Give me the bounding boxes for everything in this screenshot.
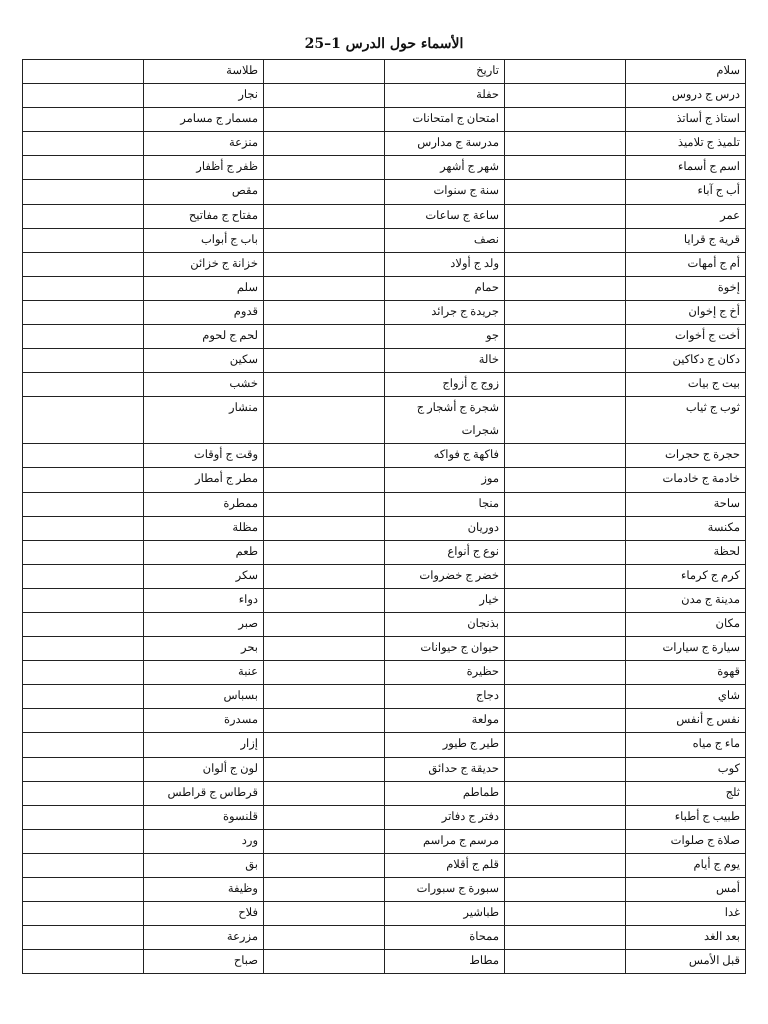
word-cell: قرطاس ج قراطس xyxy=(143,781,264,805)
table-row xyxy=(23,805,746,829)
word-cell: سبورة ج سبورات xyxy=(384,878,505,902)
blank-cell xyxy=(264,685,385,709)
blank-cell xyxy=(23,84,144,108)
blank-cell xyxy=(505,829,626,853)
table-row xyxy=(23,757,746,781)
blank-cell xyxy=(505,204,626,228)
blank-cell xyxy=(264,805,385,829)
blank-cell xyxy=(505,709,626,733)
word-cell: عنبة xyxy=(143,661,264,685)
word-cell: مكان xyxy=(625,612,746,636)
word-cell: أم ج أمهات xyxy=(625,252,746,276)
blank-cell xyxy=(264,709,385,733)
word-cell: قهوة xyxy=(625,661,746,685)
word-cell: إزار xyxy=(143,733,264,757)
word-cell: قرية ج قرايا xyxy=(625,228,746,252)
blank-cell xyxy=(264,252,385,276)
blank-cell xyxy=(264,108,385,132)
word-cell: طعم xyxy=(143,540,264,564)
word-cell: شجرة ج أشجار ج شجرات xyxy=(384,397,505,444)
blank-cell xyxy=(505,733,626,757)
word-cell: استاذ ج أساتذ xyxy=(625,108,746,132)
word-cell: حمام xyxy=(384,276,505,300)
word-cell: حديقة ج حدائق xyxy=(384,757,505,781)
blank-cell xyxy=(23,108,144,132)
table-row xyxy=(23,733,746,757)
word-cell: بق xyxy=(143,853,264,877)
word-cell: ثوب ج ثياب xyxy=(625,397,746,444)
word-cell: حظيرة xyxy=(384,661,505,685)
word-cell: خيار xyxy=(384,588,505,612)
blank-cell xyxy=(505,612,626,636)
word-cell: مدرسة ج مدارس xyxy=(384,132,505,156)
blank-cell xyxy=(23,733,144,757)
word-cell: صبر xyxy=(143,612,264,636)
blank-cell xyxy=(264,564,385,588)
word-cell: ساحة xyxy=(625,492,746,516)
blank-cell xyxy=(23,902,144,926)
blank-cell xyxy=(505,252,626,276)
blank-cell xyxy=(264,444,385,468)
table-row xyxy=(23,637,746,661)
blank-cell xyxy=(505,108,626,132)
word-cell: ساعة ج ساعات xyxy=(384,204,505,228)
blank-cell xyxy=(264,612,385,636)
table-row xyxy=(23,468,746,492)
blank-cell xyxy=(264,902,385,926)
table-row xyxy=(23,349,746,373)
blank-cell xyxy=(505,349,626,373)
word-cell: صلاة ج صلوات xyxy=(625,829,746,853)
blank-cell xyxy=(264,588,385,612)
word-cell: فاكهة ج فواكه xyxy=(384,444,505,468)
blank-cell xyxy=(505,373,626,397)
page-title: الأسماء حول الدرس 1–25 xyxy=(304,36,464,52)
blank-cell xyxy=(23,325,144,349)
blank-cell xyxy=(505,564,626,588)
word-cell: باب ج أبواب xyxy=(143,228,264,252)
word-cell: سلام xyxy=(625,60,746,84)
blank-cell xyxy=(505,637,626,661)
blank-cell xyxy=(23,757,144,781)
blank-cell xyxy=(264,373,385,397)
blank-cell xyxy=(505,516,626,540)
word-cell: ممطرة xyxy=(143,492,264,516)
blank-cell xyxy=(23,300,144,324)
blank-cell xyxy=(264,397,385,444)
word-cell: خادمة ج خادمات xyxy=(625,468,746,492)
blank-cell xyxy=(23,926,144,950)
blank-cell xyxy=(264,276,385,300)
word-cell: تلميذ ج تلاميذ xyxy=(625,132,746,156)
blank-cell xyxy=(23,444,144,468)
blank-cell xyxy=(23,228,144,252)
table-row xyxy=(23,926,746,950)
blank-cell xyxy=(264,156,385,180)
blank-cell xyxy=(23,516,144,540)
word-cell: أب ج آباء xyxy=(625,180,746,204)
blank-cell xyxy=(505,444,626,468)
table-row xyxy=(23,540,746,564)
table-row xyxy=(23,132,746,156)
word-cell: غدا xyxy=(625,902,746,926)
blank-cell xyxy=(23,276,144,300)
word-cell: شهر ج أشهر xyxy=(384,156,505,180)
blank-cell xyxy=(505,878,626,902)
word-cell: قلم ج أقلام xyxy=(384,853,505,877)
blank-cell xyxy=(264,204,385,228)
word-cell: يوم ج أيام xyxy=(625,853,746,877)
word-cell: منشار xyxy=(143,397,264,444)
word-cell: إخوة xyxy=(625,276,746,300)
blank-cell xyxy=(264,300,385,324)
blank-cell xyxy=(23,132,144,156)
word-cell: مظلة xyxy=(143,516,264,540)
blank-cell xyxy=(505,228,626,252)
word-cell: قبل الأمس xyxy=(625,950,746,974)
word-cell: خالة xyxy=(384,349,505,373)
word-cell: خضر ج خضروات xyxy=(384,564,505,588)
blank-cell xyxy=(505,492,626,516)
word-cell: أخ ج إخوان xyxy=(625,300,746,324)
blank-cell xyxy=(505,325,626,349)
word-cell: ثلج xyxy=(625,781,746,805)
word-cell: لون ج ألوان xyxy=(143,757,264,781)
word-cell: تاريخ xyxy=(384,60,505,84)
word-cell: طلاسة xyxy=(143,60,264,84)
blank-cell xyxy=(505,805,626,829)
word-cell: سنة ج سنوات xyxy=(384,180,505,204)
word-cell: طباشير xyxy=(384,902,505,926)
word-cell: موز xyxy=(384,468,505,492)
table-row xyxy=(23,276,746,300)
table-row xyxy=(23,397,746,444)
table-row xyxy=(23,325,746,349)
word-cell: ممحاة xyxy=(384,926,505,950)
blank-cell xyxy=(505,661,626,685)
word-cell: قدوم xyxy=(143,300,264,324)
blank-cell xyxy=(23,661,144,685)
word-cell: شاي xyxy=(625,685,746,709)
word-cell: عمر xyxy=(625,204,746,228)
word-cell: مزرعة xyxy=(143,926,264,950)
table-row xyxy=(23,228,746,252)
word-cell: لحظة xyxy=(625,540,746,564)
table-row xyxy=(23,444,746,468)
table-row xyxy=(23,853,746,877)
word-cell: مقص xyxy=(143,180,264,204)
word-cell: لحم ج لحوم xyxy=(143,325,264,349)
table-row xyxy=(23,60,746,84)
word-cell: مولعة xyxy=(384,709,505,733)
table-row xyxy=(23,373,746,397)
word-cell: فلاح xyxy=(143,902,264,926)
blank-cell xyxy=(23,612,144,636)
table-row xyxy=(23,661,746,685)
blank-cell xyxy=(23,349,144,373)
word-cell: حفلة xyxy=(384,84,505,108)
word-cell: مفتاح ج مفاتيح xyxy=(143,204,264,228)
word-cell: مدينة ج مدن xyxy=(625,588,746,612)
word-cell: ظفر ج أظفار xyxy=(143,156,264,180)
table-row xyxy=(23,685,746,709)
table-row xyxy=(23,84,746,108)
blank-cell xyxy=(264,829,385,853)
table-row xyxy=(23,588,746,612)
blank-cell xyxy=(264,926,385,950)
table-row xyxy=(23,492,746,516)
word-cell: طبيب ج أطباء xyxy=(625,805,746,829)
word-cell: حيوان ج حيوانات xyxy=(384,637,505,661)
blank-cell xyxy=(264,757,385,781)
word-cell: طماطم xyxy=(384,781,505,805)
word-cell: امتحان ج امتحانات xyxy=(384,108,505,132)
word-cell: بذنجان xyxy=(384,612,505,636)
blank-cell xyxy=(505,540,626,564)
blank-cell xyxy=(264,468,385,492)
word-cell: خزانة ج خزائن xyxy=(143,252,264,276)
blank-cell xyxy=(23,180,144,204)
word-cell: أمس xyxy=(625,878,746,902)
blank-cell xyxy=(23,637,144,661)
word-cell: اسم ج أسماء xyxy=(625,156,746,180)
word-cell: مكنسة xyxy=(625,516,746,540)
table-row xyxy=(23,781,746,805)
word-cell: جريدة ج جرائد xyxy=(384,300,505,324)
blank-cell xyxy=(505,685,626,709)
word-cell: بعد الغد xyxy=(625,926,746,950)
word-cell: ورد xyxy=(143,829,264,853)
blank-cell xyxy=(264,661,385,685)
blank-cell xyxy=(264,180,385,204)
blank-cell xyxy=(505,300,626,324)
word-cell: دواء xyxy=(143,588,264,612)
word-cell: وظيفة xyxy=(143,878,264,902)
word-cell: مطاط xyxy=(384,950,505,974)
blank-cell xyxy=(264,349,385,373)
blank-cell xyxy=(23,685,144,709)
blank-cell xyxy=(264,733,385,757)
blank-cell xyxy=(23,805,144,829)
word-cell: مطر ج أمطار xyxy=(143,468,264,492)
word-cell: نفس ج أنفس xyxy=(625,709,746,733)
vocabulary-table xyxy=(22,59,746,974)
blank-cell xyxy=(264,853,385,877)
word-cell: جو xyxy=(384,325,505,349)
blank-cell xyxy=(505,276,626,300)
word-cell: أخت ج أخوات xyxy=(625,325,746,349)
word-cell: خشب xyxy=(143,373,264,397)
word-cell: ولد ج أولاد xyxy=(384,252,505,276)
blank-cell xyxy=(23,397,144,444)
blank-cell xyxy=(264,540,385,564)
blank-cell xyxy=(264,325,385,349)
word-cell: صباح xyxy=(143,950,264,974)
blank-cell xyxy=(505,853,626,877)
table-row xyxy=(23,612,746,636)
table-row xyxy=(23,902,746,926)
word-cell: دكان ج دكاكين xyxy=(625,349,746,373)
blank-cell xyxy=(505,84,626,108)
blank-cell xyxy=(264,228,385,252)
blank-cell xyxy=(505,757,626,781)
word-cell: حجرة ج حجرات xyxy=(625,444,746,468)
word-cell: منجا xyxy=(384,492,505,516)
table-row xyxy=(23,829,746,853)
blank-cell xyxy=(505,950,626,974)
blank-cell xyxy=(505,180,626,204)
table-row xyxy=(23,204,746,228)
word-cell: منزعة xyxy=(143,132,264,156)
blank-cell xyxy=(505,588,626,612)
blank-cell xyxy=(23,878,144,902)
word-cell: درس ج دروس xyxy=(625,84,746,108)
table-row xyxy=(23,300,746,324)
blank-cell xyxy=(23,781,144,805)
blank-cell xyxy=(505,156,626,180)
word-cell: وقت ج أوقات xyxy=(143,444,264,468)
word-cell: كرم ج كرماء xyxy=(625,564,746,588)
blank-cell xyxy=(264,84,385,108)
blank-cell xyxy=(505,132,626,156)
blank-cell xyxy=(23,564,144,588)
blank-cell xyxy=(23,588,144,612)
word-cell: كوب xyxy=(625,757,746,781)
table-row xyxy=(23,156,746,180)
blank-cell xyxy=(23,373,144,397)
table-row xyxy=(23,950,746,974)
blank-cell xyxy=(264,132,385,156)
word-cell: زوج ج أزواج xyxy=(384,373,505,397)
word-cell: بيت ج بيات xyxy=(625,373,746,397)
blank-cell xyxy=(505,781,626,805)
blank-cell xyxy=(23,60,144,84)
word-cell: سلم xyxy=(143,276,264,300)
word-cell: بحر xyxy=(143,637,264,661)
blank-cell xyxy=(23,540,144,564)
blank-cell xyxy=(264,516,385,540)
table-row xyxy=(23,878,746,902)
blank-cell xyxy=(23,829,144,853)
word-cell: بسباس xyxy=(143,685,264,709)
blank-cell xyxy=(505,468,626,492)
word-cell: قلنسوة xyxy=(143,805,264,829)
table-row xyxy=(23,108,746,132)
blank-cell xyxy=(23,709,144,733)
table-row xyxy=(23,709,746,733)
blank-cell xyxy=(264,950,385,974)
blank-cell xyxy=(505,397,626,444)
blank-cell xyxy=(23,156,144,180)
word-cell: دفتر ج دفاتر xyxy=(384,805,505,829)
word-cell: دجاج xyxy=(384,685,505,709)
blank-cell xyxy=(23,853,144,877)
word-cell: نجار xyxy=(143,84,264,108)
table-row xyxy=(23,180,746,204)
blank-cell xyxy=(264,637,385,661)
table-row xyxy=(23,564,746,588)
blank-cell xyxy=(264,878,385,902)
word-cell: سكين xyxy=(143,349,264,373)
word-cell: ماء ج مياه xyxy=(625,733,746,757)
word-cell: نوع ج أنواع xyxy=(384,540,505,564)
word-cell: مسمار ج مسامر xyxy=(143,108,264,132)
word-cell: سيارة ج سيارات xyxy=(625,637,746,661)
blank-cell xyxy=(505,902,626,926)
blank-cell xyxy=(264,492,385,516)
blank-cell xyxy=(505,926,626,950)
blank-cell xyxy=(23,252,144,276)
blank-cell xyxy=(505,60,626,84)
word-cell: دوريان xyxy=(384,516,505,540)
vocabulary-table-body xyxy=(23,60,746,974)
blank-cell xyxy=(264,60,385,84)
word-cell: مسدرة xyxy=(143,709,264,733)
word-cell: نصف xyxy=(384,228,505,252)
blank-cell xyxy=(23,950,144,974)
word-cell: مرسم ج مراسم xyxy=(384,829,505,853)
word-cell: طير ج طيور xyxy=(384,733,505,757)
word-cell: سكر xyxy=(143,564,264,588)
blank-cell xyxy=(23,204,144,228)
table-row xyxy=(23,516,746,540)
blank-cell xyxy=(264,781,385,805)
blank-cell xyxy=(23,468,144,492)
table-row xyxy=(23,252,746,276)
blank-cell xyxy=(23,492,144,516)
